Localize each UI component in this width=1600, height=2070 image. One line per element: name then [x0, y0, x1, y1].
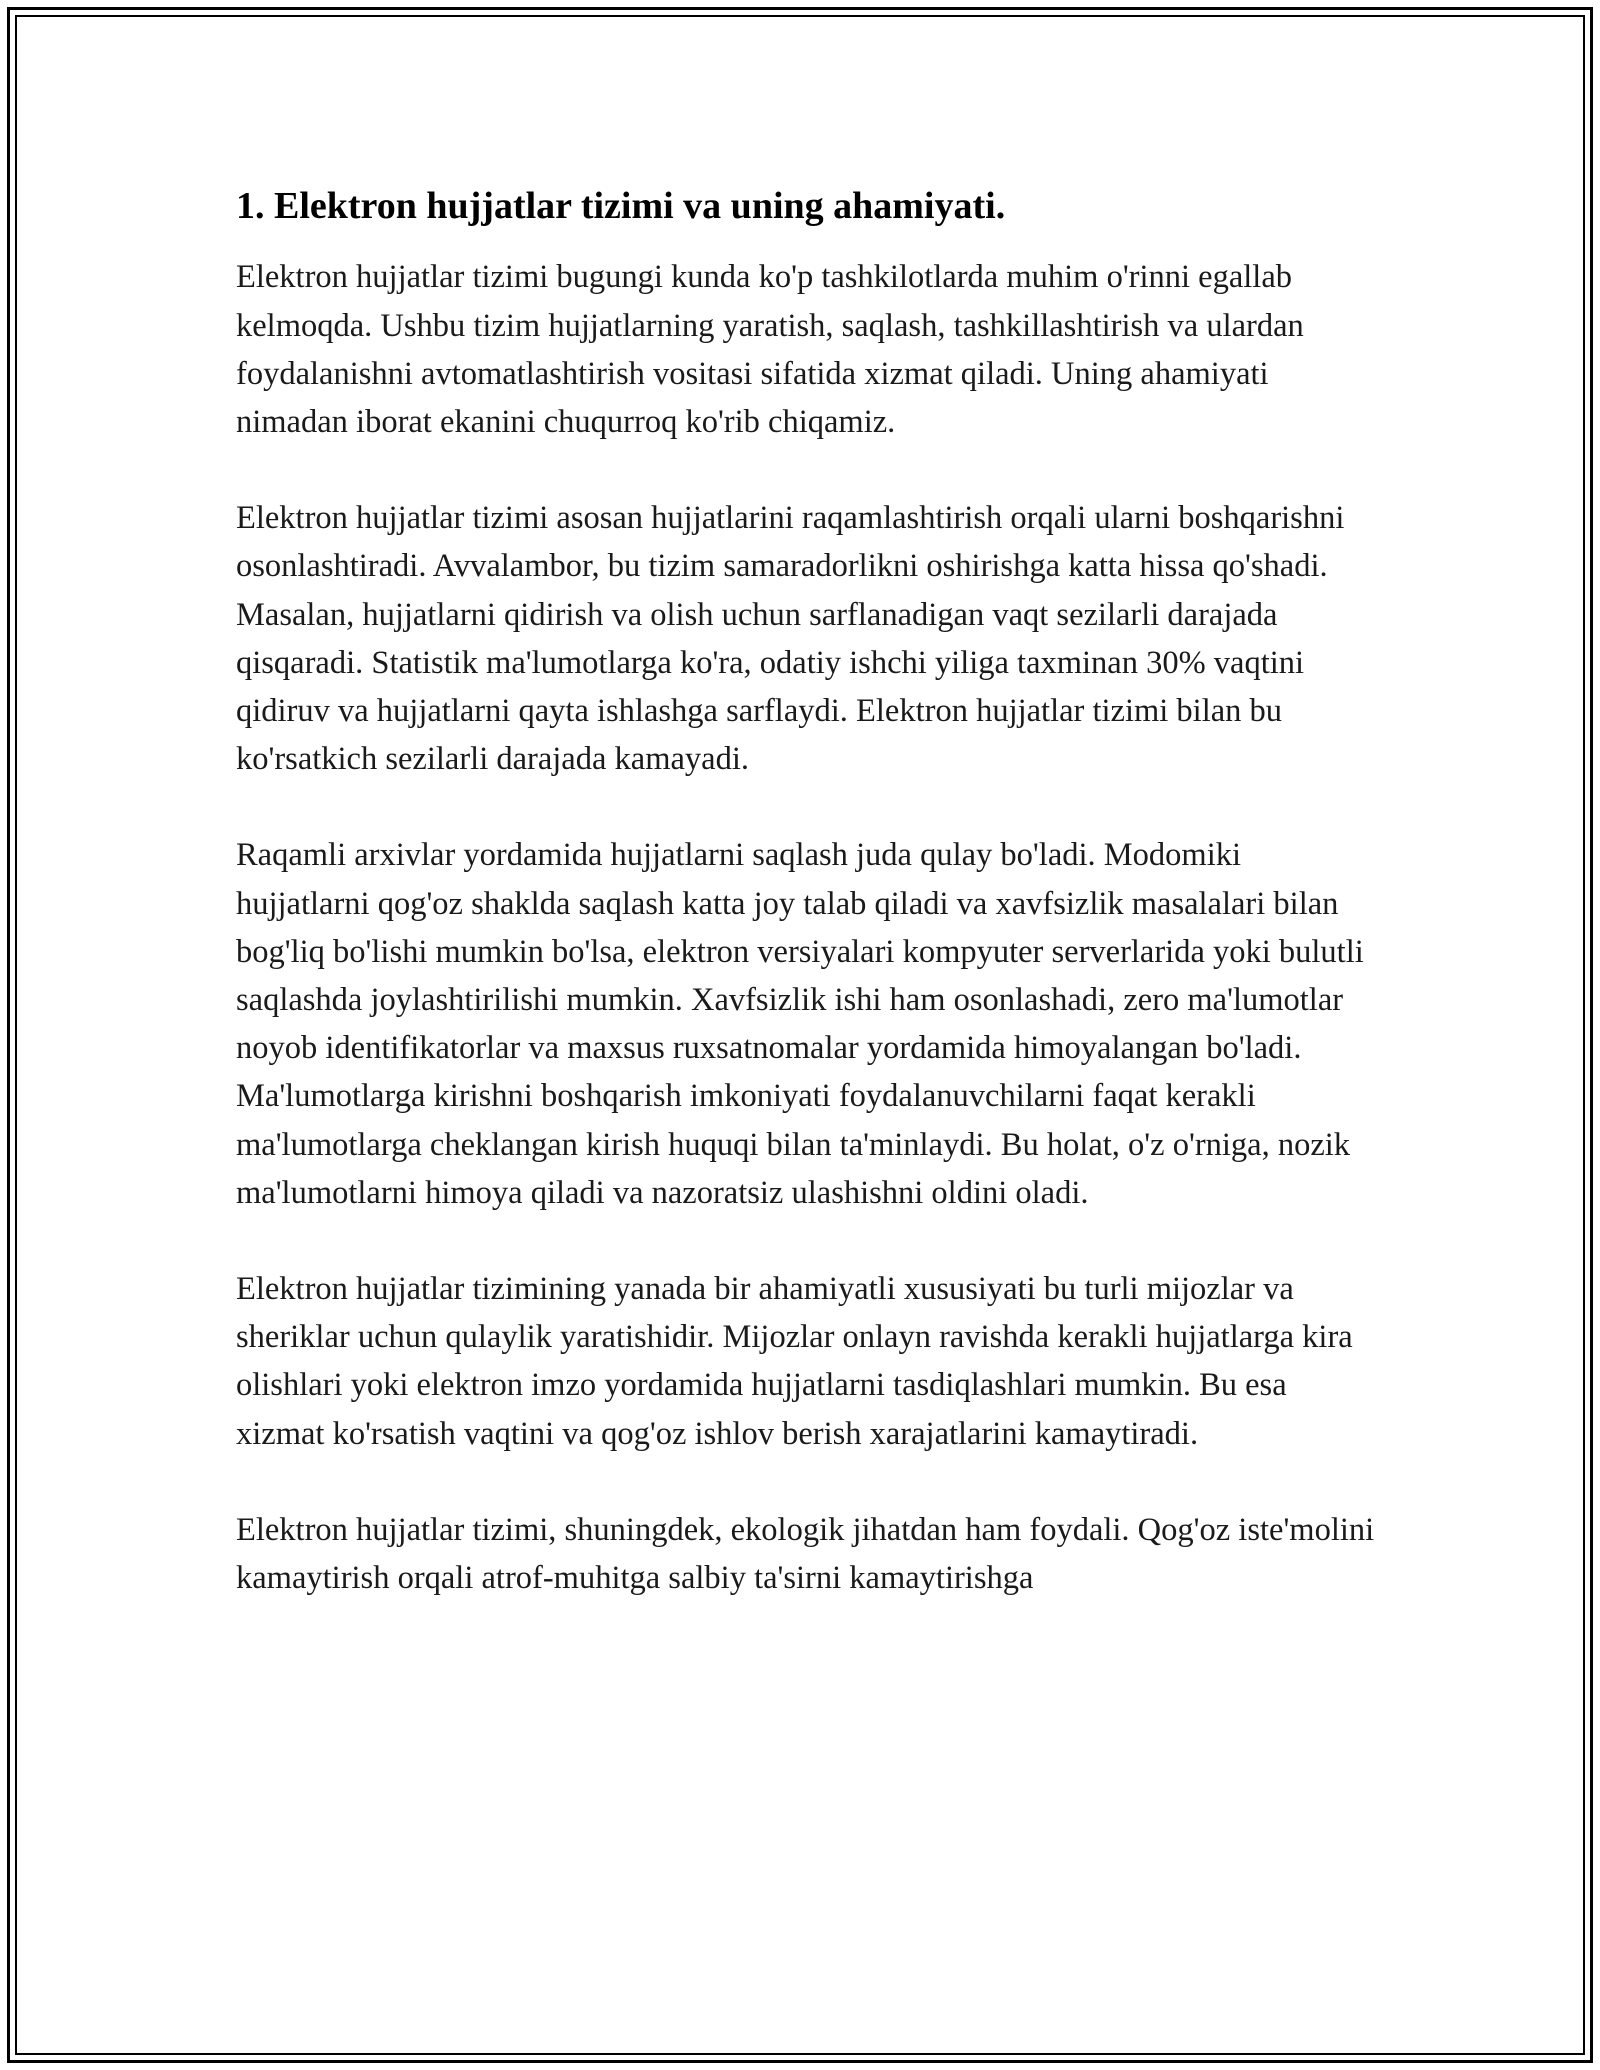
- section-heading: 1. Elektron hujjatlar tizimi va uning ahamiyati.: [236, 185, 1006, 227]
- paragraph-4: Elektron hujjatlar tizimining yanada bir ahamiyatli xususiyati bu turli mijozlar va sheriklar uchun qulaylik yaratishidir. Mijozlar onlayn ravishda kerakli hujjatlarga kira olishlari yoki elektron imzo yordamida hujjatlarni tasdiqlashlari mumkin. Bu esa xizmat ko'rsatish vaqtini va qog'oz ishlov berish xarajatlarini kamaytiradi.: [236, 1271, 1353, 1452]
- paragraph-5: Elektron hujjatlar tizimi, shuningdek, ekologik jihatdan ham foydali. Qog'oz iste'molini kamaytirish orqali atrof-muhitga salbiy ta'sirni kamaytirishga: [236, 1511, 1375, 1597]
- document-body: [236, 182, 1376, 1650]
- paragraph-3: Raqamli arxivlar yordamida hujjatlarni saqlash juda qulay bo'ladi. Modomiki hujjatlarni qog'oz shaklda saqlash katta joy talab qiladi va xavfsizlik masalalari bilan bog'liq bo'lishi mumkin bo'lsa, elektron versiyalari kompyuter serverlarida yoki bulutli saqlashda joylashtirilishi mumkin. Xavfsizlik ishi ham osonlashadi, zero ma'lumotlar noyob identifikatorlar va maxsus ruxsatnomalar yordamida himoyalangan bo'ladi. Ma'lumotlarga kirishni boshqarish imkoniyati foydalanuvchilarni faqat kerakli ma'lumotlarga cheklangan kirish huquqi bilan ta'minlaydi. Bu holat, o'z o'rniga, nozik ma'lumotlarni himoya qiladi va nazoratsiz ulashishni oldini oladi.: [236, 837, 1364, 1211]
- paragraph-1: Elektron hujjatlar tizimi bugungi kunda ko'p tashkilotlarda muhim o'rinni egallab kelmoqda. Ushbu tizim hujjatlarning yaratish, saqlash, tashkillashtirish va ulardan foydalanishni avtomatlashtirish vositasi sifatida xizmat qiladi. Uning ahamiyati nimadan iborat ekanini chuqurroq ko'rib chiqamiz.: [236, 259, 1304, 440]
- paragraph-2: Elektron hujjatlar tizimi asosan hujjatlarini raqamlashtirish orqali ularni boshqarishni osonlashtiradi. Avvalambor, bu tizim samaradorlikni oshirishga katta hissa qo'shadi. Masalan, hujjatlarni qidirish va olish uchun sarflanadigan vaqt sezilarli darajada qisqaradi. Statistik ma'lumotlarga ko'ra, odatiy ishchi yiliga taxminan 30% vaqtini qidiruv va hujjatlarni qayta ishlashga sarflaydi. Elektron hujjatlar tizimi bilan bu ko'rsatkich sezilarli darajada kamayadi.: [236, 500, 1345, 778]
